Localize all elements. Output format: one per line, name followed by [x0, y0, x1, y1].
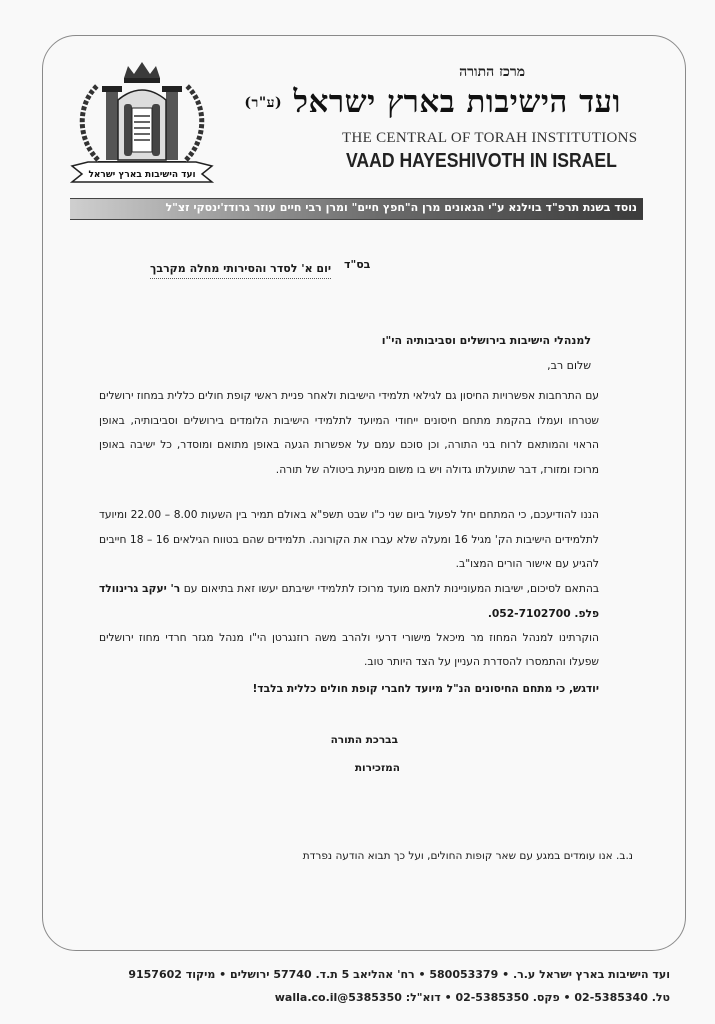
- founding-banner: [70, 198, 643, 220]
- paragraph-1: עם התרחבות אפשרויות החיסון גם לגילאי תלמידי הישיבות ולאחר פניית ראשי קופת חולים כללית במחוז ירושלים שטרחו ועמלו בהקמת מתחם חיסונים ייחודי המיועד לתלמידי הישיבות הלומדים בירושלים וסביבותיה, באופן הראוי והמותאם לרוח בני התורה, וכן סוכם עמם על אפשרות הגעה באופן מתואם ומוסדר, כל ישיבה באופן מרוכז ומזורז, דבר שתועלתו גדולה ויש בו משום מניעת ביטולה של תורה.: [99, 389, 599, 476]
- header-title-en-line1: THE CENTRAL OF TORAH INSTITUTIONS: [342, 130, 638, 146]
- closing-blessing: בברכת התורה: [330, 734, 398, 746]
- organization-logo: [68, 60, 216, 190]
- paragraph-4: הוקרתינו למנהל המחוז מר מיכאל מישורי דרעי ולהרב משה רוזנגרטן הי"ו מנהל מגזר חרדי מחוז ירושלים שפעלו והתמסרו להסדרת העניין על הצד היותר טוב.: [99, 631, 599, 668]
- bsd-mark: בס"ד: [344, 258, 371, 271]
- paragraph-3-text: בהתאם לסיכום, ישיבות המעוניינות לתאם מועד מרוכז לתלמידי ישיבתם יעשו זאת בתיאום עם: [180, 582, 599, 595]
- paragraph-3-contact: ר' יעקב גרינוולד פלפ. 052-7102700.: [99, 582, 599, 620]
- closing-signature: המזכירות: [354, 762, 400, 774]
- footer-address: ועד הישיבות בארץ ישראל ע.ר. • 580053379 • רח' אהליאב 5 ת.ד. 57740 ירושלים • מיקוד 9157602: [128, 968, 670, 981]
- header-title-en-line2: VAAD HAYESHIVOTH IN ISRAEL: [346, 150, 617, 172]
- paragraph-5-emphasis: יודגש, כי מתחם החיסונים הנ"ל מיועד לחברי קופת חולים כללית בלבד!: [252, 682, 599, 695]
- footer-contact: טל. 02-5385340 • פקס. 02-5385350 • דוא"ל: 5385350@walla.co.il: [274, 991, 670, 1004]
- paragraph-2: הננו להודיעכם, כי המתחם יחל לפעול ביום שני כ"ו שבט תשפ"א באולם תמיר בין השעות 8.00 – 22.00 ומיועד לתלמידים הישיבות הק' מגיל 16 ומעלה שלא עברו את הקורונה. תלמידים שהם בטווח הגילאים 16 – 18 חייבים להגיע עם אישור הורים המצו"ב.: [99, 508, 599, 571]
- logo-ribbon-text: ועד הישיבות בארץ ישראל: [88, 170, 196, 180]
- founding-banner-text: נוסד בשנת תרפ"ד בוילנא ע"י הגאונים מרן ה"חפץ חיים" ומרן רבי חיים עוזר גרודז'ינסקי זצ"ל: [165, 201, 637, 214]
- postscript-note: נ.ב. אנו עומדים במגע עם שאר קופות החולים, ועל כך תבוא הודעה נפרדת: [302, 850, 633, 862]
- letter-addressee: למנהלי הישיבות בירושלים וסביבותיה הי"ו: [381, 334, 591, 347]
- header-subtitle: מרכז התורה: [459, 64, 525, 80]
- paragraph-3: [99, 577, 599, 626]
- header-title: [244, 84, 621, 120]
- letter-date-line: יום א' לסדר והסירותי מחלה מקרבך: [150, 262, 331, 279]
- header-title-text: ועד הישיבות בארץ ישראל: [293, 84, 621, 120]
- header-title-suffix: (ע"ר): [244, 95, 283, 111]
- letter-greeting: שלום רב,: [547, 359, 591, 372]
